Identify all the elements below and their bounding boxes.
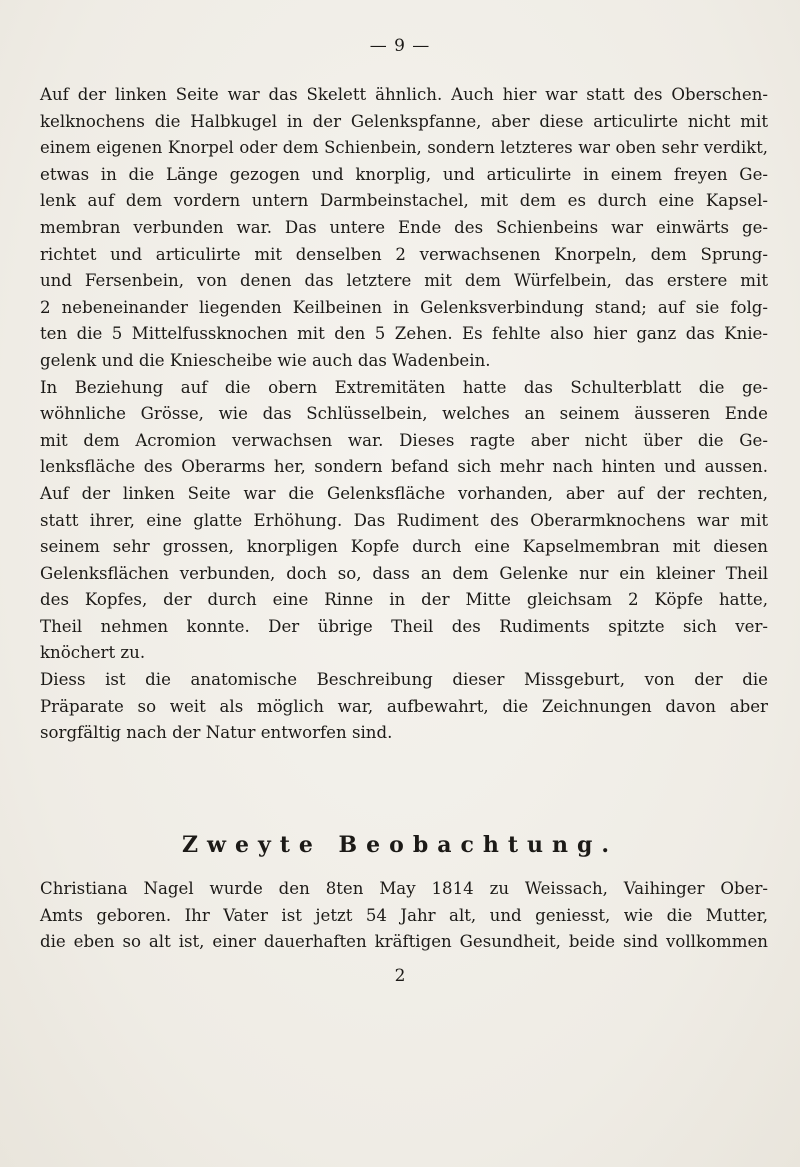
text-line: und Fersenbein, von denen das letztere mit dem Würfelbein, das erstere mit [40, 271, 768, 291]
text-line: Präparate so weit als möglich war, aufbewahrt, die Zeichnungen davon aber [40, 696, 768, 716]
text-line: etwas in die Länge gezogen und knorplig, und articulirte in einem freyen Ge- [40, 164, 768, 184]
section-two-text [40, 876, 768, 956]
text-line: ten die 5 Mittelfussknochen mit den 5 Zehen. Es fehlte also hier ganz das Knie- [40, 324, 768, 344]
text-line: gelenk und die Kniescheibe wie auch das Wadenbein. [40, 350, 491, 370]
text-line: die eben so alt ist, einer dauerhaften kräftigen Gesundheit, beide sind vollkommen [40, 932, 768, 952]
text-line: wöhnliche Grösse, wie das Schlüsselbein, welches an seinem äusseren Ende [40, 404, 768, 424]
text-line: Auf der linken Seite war das Skelett ähnlich. Auch hier war statt des Oberschen- [40, 85, 768, 104]
section-heading: Zweyte Beobachtung. [181, 832, 619, 858]
text-line: Amts geboren. Ihr Vater ist jetzt 54 Jahr alt, und geniesst, wie die Mutter, [40, 905, 768, 925]
text-line: Auf der linken Seite war die Gelenksfläche vorhanden, aber auf der rechten, [40, 483, 768, 503]
blank-margin [0, 1000, 800, 1167]
text-line: kelknochens die Halbkugel in der Gelenkspfanne, aber diese articulirte nicht mit [40, 111, 768, 131]
text-line: Gelenksflächen verbunden, doch so, dass an dem Gelenke nur ein kleiner Theil [40, 563, 768, 583]
text-line: des Kopfes, der durch eine Rinne in der Mitte gleichsam 2 Köpfe hatte, [40, 590, 768, 610]
text-line: Christiana Nagel wurde den 8ten May 1814 zu Weissach, Vaihinger Ober- [40, 879, 768, 898]
text-line: einem eigenen Knorpel oder dem Schienbein, sondern letzteres war oben sehr verdikt, [40, 138, 768, 158]
signature-mark: 2 [394, 966, 406, 986]
text-line: 2 nebeneinander liegenden Keilbeinen in Gelenksverbindung stand; auf sie folg- [40, 297, 768, 317]
text-line: Theil nehmen konnte. Der übrige Theil des Rudiments spitzte sich ver- [40, 616, 768, 636]
text-line: Diess ist die anatomische Beschreibung dieser Missgeburt, von der die [40, 670, 768, 690]
text-line: lenksfläche des Oberarms her, sondern befand sich mehr nach hinten und aussen. [40, 457, 768, 477]
text-line: seinem sehr grossen, knorpligen Kopfe durch eine Kapselmembran mit diesen [40, 537, 768, 557]
page-number: — 9 — [369, 36, 431, 56]
main-text-block [40, 82, 768, 747]
text-line: sorgfältig nach der Natur entworfen sind. [40, 723, 393, 743]
text-line: knöchert zu. [40, 643, 146, 663]
text-line: richtet und articulirte mit denselben 2 verwachsenen Knorpeln, dem Sprung- [40, 244, 768, 264]
text-line: lenk auf dem vordern untern Darmbeinstachel, mit dem es durch eine Kapsel- [40, 191, 768, 211]
text-line: statt ihrer, eine glatte Erhöhung. Das Rudiment des Oberarmknochens war mit [40, 510, 768, 530]
text-line: membran verbunden war. Das untere Ende des Schienbeins war einwärts ge- [40, 217, 768, 237]
text-line: mit dem Acromion verwachsen war. Dieses ragte aber nicht über die Ge- [40, 430, 768, 450]
text-line: In Beziehung auf die obern Extremitäten hatte das Schulterblatt die ge- [40, 377, 768, 397]
